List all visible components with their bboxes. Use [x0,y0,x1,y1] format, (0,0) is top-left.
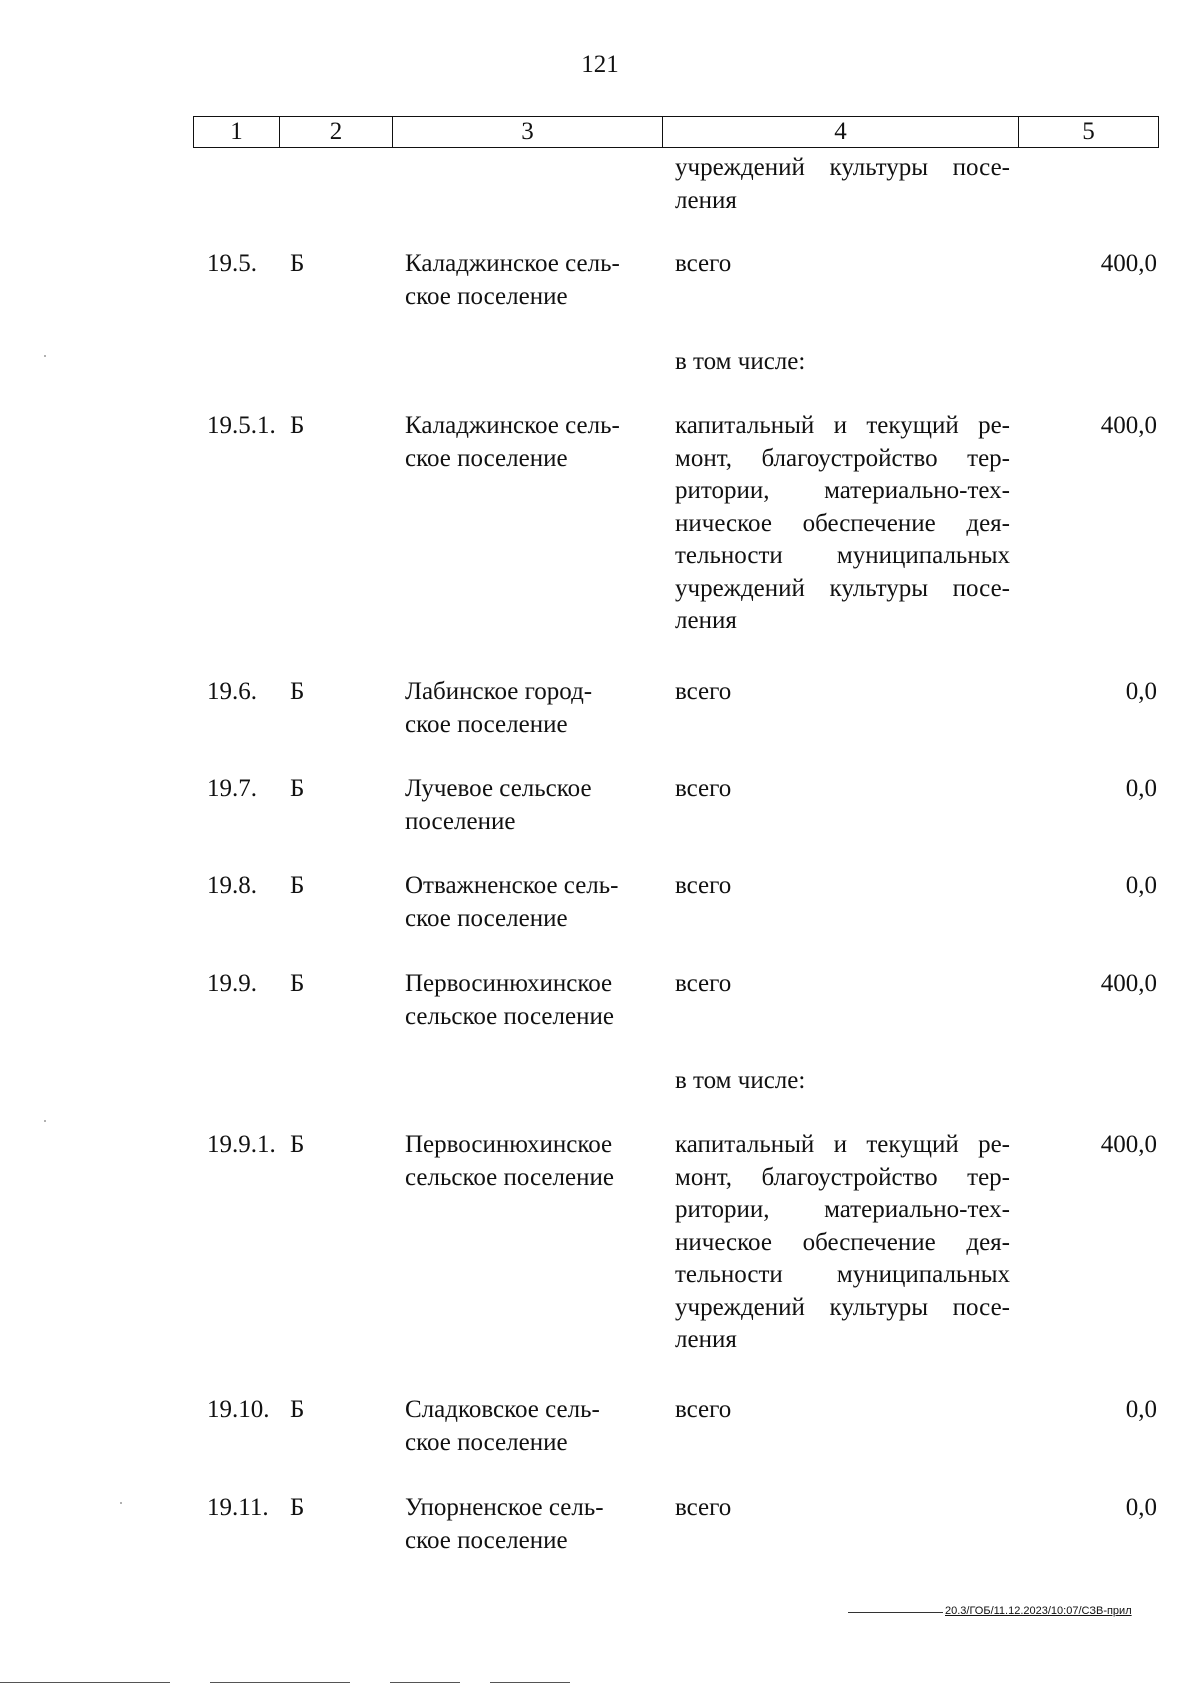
scan-edge-mark [490,1682,570,1683]
cell-item-number: 19.9. [207,970,257,997]
cell-description [675,773,1010,806]
page-number: 121 [581,51,619,78]
cell-description [675,1394,1010,1427]
text-line: монт, благоустройство тер- [675,1163,1010,1191]
column-header-5: 5 [1082,118,1095,145]
cell-budget-code: Б [290,872,305,899]
cell-amount: 400,0 [1100,1131,1157,1158]
text-line: ления [675,607,737,634]
text-line: Лучевое сельское [405,775,592,802]
text-line: всего [675,678,732,705]
footer-rule [848,1612,943,1613]
text-line: Отважненское сель- [405,872,619,899]
cell-amount: 0,0 [1125,775,1157,802]
cell-description [675,248,1010,281]
cell-budget-code: Б [290,1396,305,1423]
scan-edge-mark [0,1682,170,1683]
text-line: в том числе: [675,1067,806,1094]
text-line: ское поселение [405,444,568,472]
text-line: Упорненское сель- [405,1494,604,1521]
text-line: учреждений культуры посе- [675,1293,1010,1321]
cell-budget-code: Б [290,775,305,802]
cell-description [675,1065,1010,1098]
cell-description [675,1492,1010,1525]
text-line: ское поселение [405,1526,568,1554]
column-header-4: 4 [663,117,1019,147]
text-line: тельности муниципальных [675,1261,1010,1288]
text-line: в том числе: [675,348,806,375]
cell-amount: 400,0 [1100,970,1157,997]
text-line: капитальный и текущий ре- [675,412,1010,439]
cell-item-number: 19.7. [207,775,257,802]
cell-item-number: 19.11. [207,1494,269,1521]
text-line: сельское поселение [405,1163,614,1191]
text-line: всего [675,250,732,277]
text-line: монт, благоустройство тер- [675,444,1010,472]
cell-amount: 0,0 [1125,1494,1157,1521]
scan-speck [44,355,46,357]
cell-settlement-name [405,773,660,838]
cell-settlement-name [405,870,660,935]
column-header-3: 3 [393,117,663,147]
cell-item-number: 19.9.1. [207,1131,276,1158]
text-line: учреждений культуры посе- [675,154,1010,181]
cell-budget-code: Б [290,412,305,439]
text-line: учреждений культуры посе- [675,574,1010,602]
text-line: Каладжинское сель- [405,250,620,277]
text-line: Первосинюхинское [405,970,613,997]
column-header-table [193,116,1159,148]
cell-item-number: 19.5. [207,250,257,277]
scan-speck [44,1120,46,1122]
cell-amount: 400,0 [1100,250,1157,277]
cell-settlement-name [405,248,660,313]
text-line: поселение [405,807,516,835]
cell-budget-code: Б [290,250,305,277]
cell-description [675,870,1010,903]
cell-settlement-name [405,676,660,741]
cell-budget-code: Б [290,970,305,997]
cell-description [675,346,1010,379]
cell-amount: 400,0 [1100,412,1157,439]
cell-amount: 0,0 [1125,678,1157,705]
cell-description [675,410,1010,638]
scan-speck [120,1502,122,1504]
cell-settlement-name [405,1129,660,1194]
scan-edge-mark [390,1682,460,1683]
scan-edge-mark [210,1682,350,1683]
cell-amount: 0,0 [1125,1396,1157,1423]
cell-budget-code: Б [290,1494,305,1521]
text-line: всего [675,1494,732,1521]
column-header-2: 2 [280,117,393,147]
cell-settlement-name [405,968,660,1033]
cell-description [675,152,1010,217]
cell-settlement-name [405,1394,660,1459]
cell-amount: 0,0 [1125,872,1157,899]
text-line: ления [675,186,737,214]
cell-item-number: 19.8. [207,872,257,899]
cell-settlement-name [405,410,660,475]
footer-stamp: 20.3/ГОБ/11.12.2023/10:07/СЗВ-прил [945,1605,1132,1617]
text-line: Лабинское город- [405,678,593,705]
cell-budget-code: Б [290,678,305,705]
text-line: ское поселение [405,904,568,932]
cell-item-number: 19.10. [207,1396,270,1423]
text-line: ское поселение [405,710,568,738]
cell-description [675,676,1010,709]
text-line: всего [675,970,732,997]
text-line: ритории, материально-тех- [675,477,1010,504]
cell-description [675,1129,1010,1357]
cell-description [675,968,1010,1001]
text-line: ления [675,1326,737,1353]
text-line: ническое обеспечение дея- [675,509,1010,537]
text-line: ритории, материально-тех- [675,1196,1010,1223]
cell-settlement-name [405,1492,660,1557]
text-line: Сладковское сель- [405,1396,600,1423]
column-header-1: 1 [194,117,280,147]
cell-budget-code: Б [290,1131,305,1158]
text-line: всего [675,872,732,899]
text-line: Первосинюхинское [405,1131,613,1158]
text-line: всего [675,1396,732,1423]
text-line: Каладжинское сель- [405,412,620,439]
text-line: всего [675,775,732,802]
text-line: ское поселение [405,1428,568,1456]
text-line: сельское поселение [405,1002,614,1030]
text-line: тельности муниципальных [675,542,1010,569]
text-line: капитальный и текущий ре- [675,1131,1010,1158]
text-line: ское поселение [405,282,568,310]
cell-item-number: 19.6. [207,678,257,705]
text-line: ническое обеспечение дея- [675,1228,1010,1256]
cell-item-number: 19.5.1. [207,412,276,439]
